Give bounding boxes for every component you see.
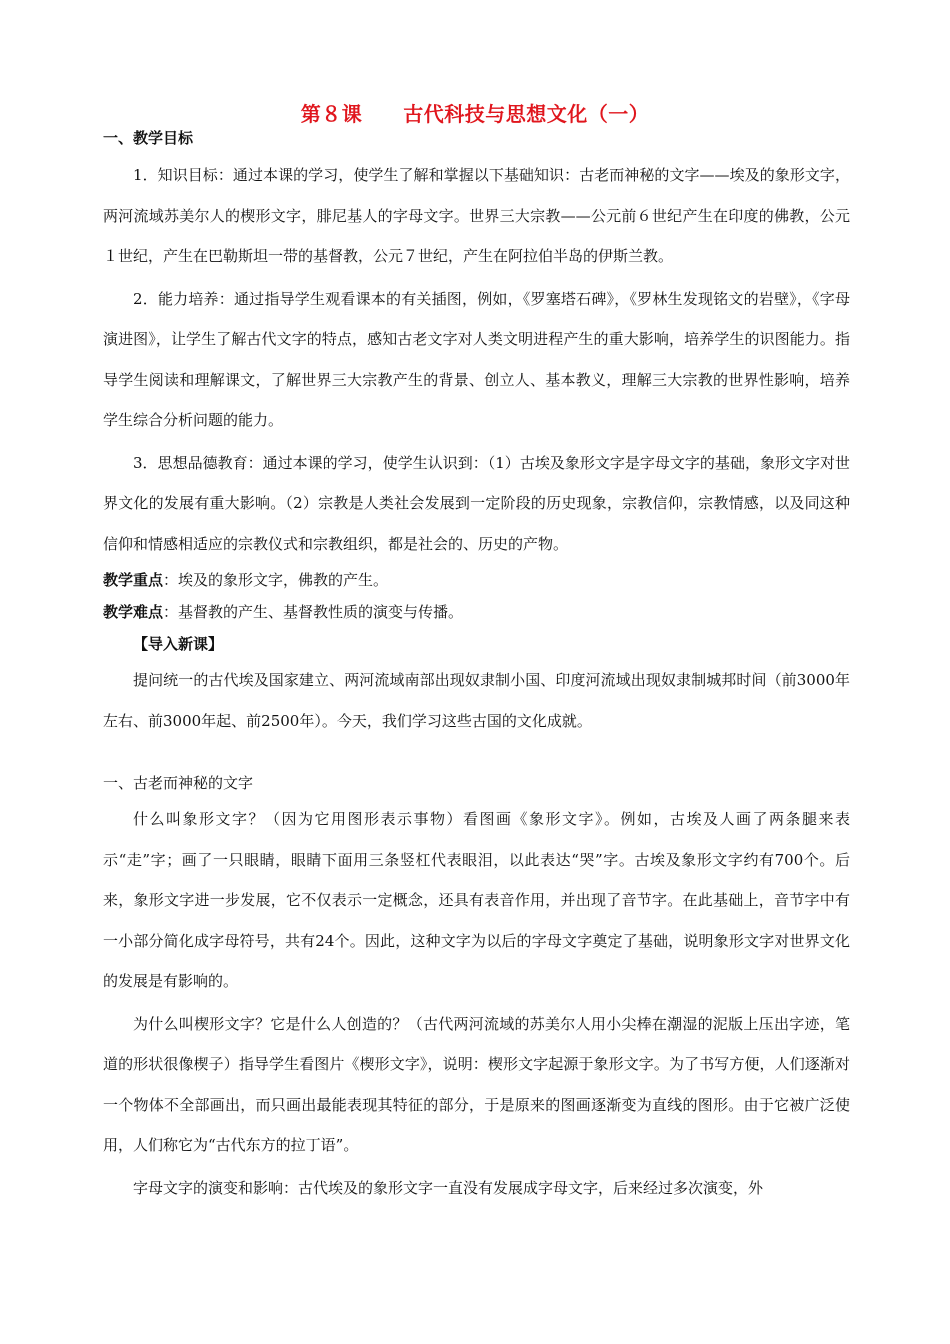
key-point-text: ：埃及的象形文字，佛教的产生。 — [163, 571, 389, 589]
body-paragraph-cuneiform: 为什么叫楔形文字？它是什么人创造的？（古代两河流域的苏美尔人用小尖棒在潮湿的泥版上压出字迹，笔道的形状很像楔子）指导学生看图片《楔形文字》，说明：楔形文字起源于象形文字。为了书写方便，人们逐渐对一个物体不全部画出，而只画出最能表现其特征的部分，于是原来的图画逐渐变为直线的图形。由于它被广泛使用，人们称它为“古代东方的拉丁语”。 — [103, 1014, 850, 1154]
section-heading-objectives: 一、教学目标 — [103, 129, 194, 147]
lesson-title: 第８课 古代科技与思想文化（一） — [300, 102, 650, 126]
difficult-point-label: 教学难点 — [103, 603, 164, 621]
key-point — [103, 564, 850, 596]
section-heading-writing: 一、古老而神秘的文字 — [103, 774, 254, 792]
body-paragraph-hieroglyphs: 什么叫象形文字？（因为它用图形表示事物）看图画《象形文字》。例如，古埃及人画了两条腿来表示“走”字；画了一只眼睛，眼睛下面用三条竖杠代表眼泪，以此表达“哭”字。古埃及象形文字约有700个。后来，象形文字进一步发展，它不仅表示一定概念，还具有表音作用，并出现了音节字。在此基础上，音节字中有一小部分简化成字母符号，共有24个。因此，这种文字为以后的字母文字奠定了基础，说明象形文字对世界文化的发展是有影响的。 — [103, 810, 850, 990]
intro-heading: 【导入新课】 — [133, 635, 224, 653]
difficult-point — [103, 596, 850, 628]
objective-knowledge: 1．知识目标：通过本课的学习，使学生了解和掌握以下基础知识：古老而神秘的文字——埃及的象形文字，两河流域苏美尔人的楔形文字，腓尼基人的字母文字。世界三大宗教——公元前６世纪产生在印度的佛教，公元１世纪，产生在巴勒斯坦一带的基督教，公元７世纪，产生在阿拉伯半岛的伊斯兰教。 — [103, 166, 850, 265]
intro-paragraph: 提问统一的古代埃及国家建立、两河流域南部出现奴隶制小国、印度河流域出现奴隶制城邦时间（前3000年左右、前3000年起、前2500年）。今天，我们学习这些古国的文化成就。 — [103, 671, 850, 730]
difficult-point-text: ：基督教的产生、基督教性质的演变与传播。 — [163, 603, 464, 621]
objective-ability: 2．能力培养：通过指导学生观看课本的有关插图，例如，《罗塞塔石碑》，《罗林生发现铭文的岩壁》，《字母演进图》，让学生了解古代文字的特点，感知古老文字对人类文明进程产生的重大影响，培养学生的识图能力。指导学生阅读和理解课文，了解世界三大宗教产生的背景、创立人、基本教义，理解三大宗教的世界性影响，培养学生综合分析问题的能力。 — [103, 289, 850, 429]
body-paragraph-alphabet: 字母文字的演变和影响：古代埃及的象形文字一直没有发展成字母文字，后来经过多次演变，外 — [133, 1178, 764, 1197]
objective-moral: 3．思想品德教育：通过本课的学习，使学生认识到：（1）古埃及象形文字是字母文字的基础，象形文字对世界文化的发展有重大影响。（2）宗教是人类社会发展到一定阶段的历史现象，宗教信仰，宗教情感，以及同这种信仰和情感相适应的宗教仪式和宗教组织，都是社会的、历史的产物。 — [103, 453, 850, 553]
document-body — [103, 128, 850, 1208]
key-point-label: 教学重点 — [103, 571, 164, 589]
